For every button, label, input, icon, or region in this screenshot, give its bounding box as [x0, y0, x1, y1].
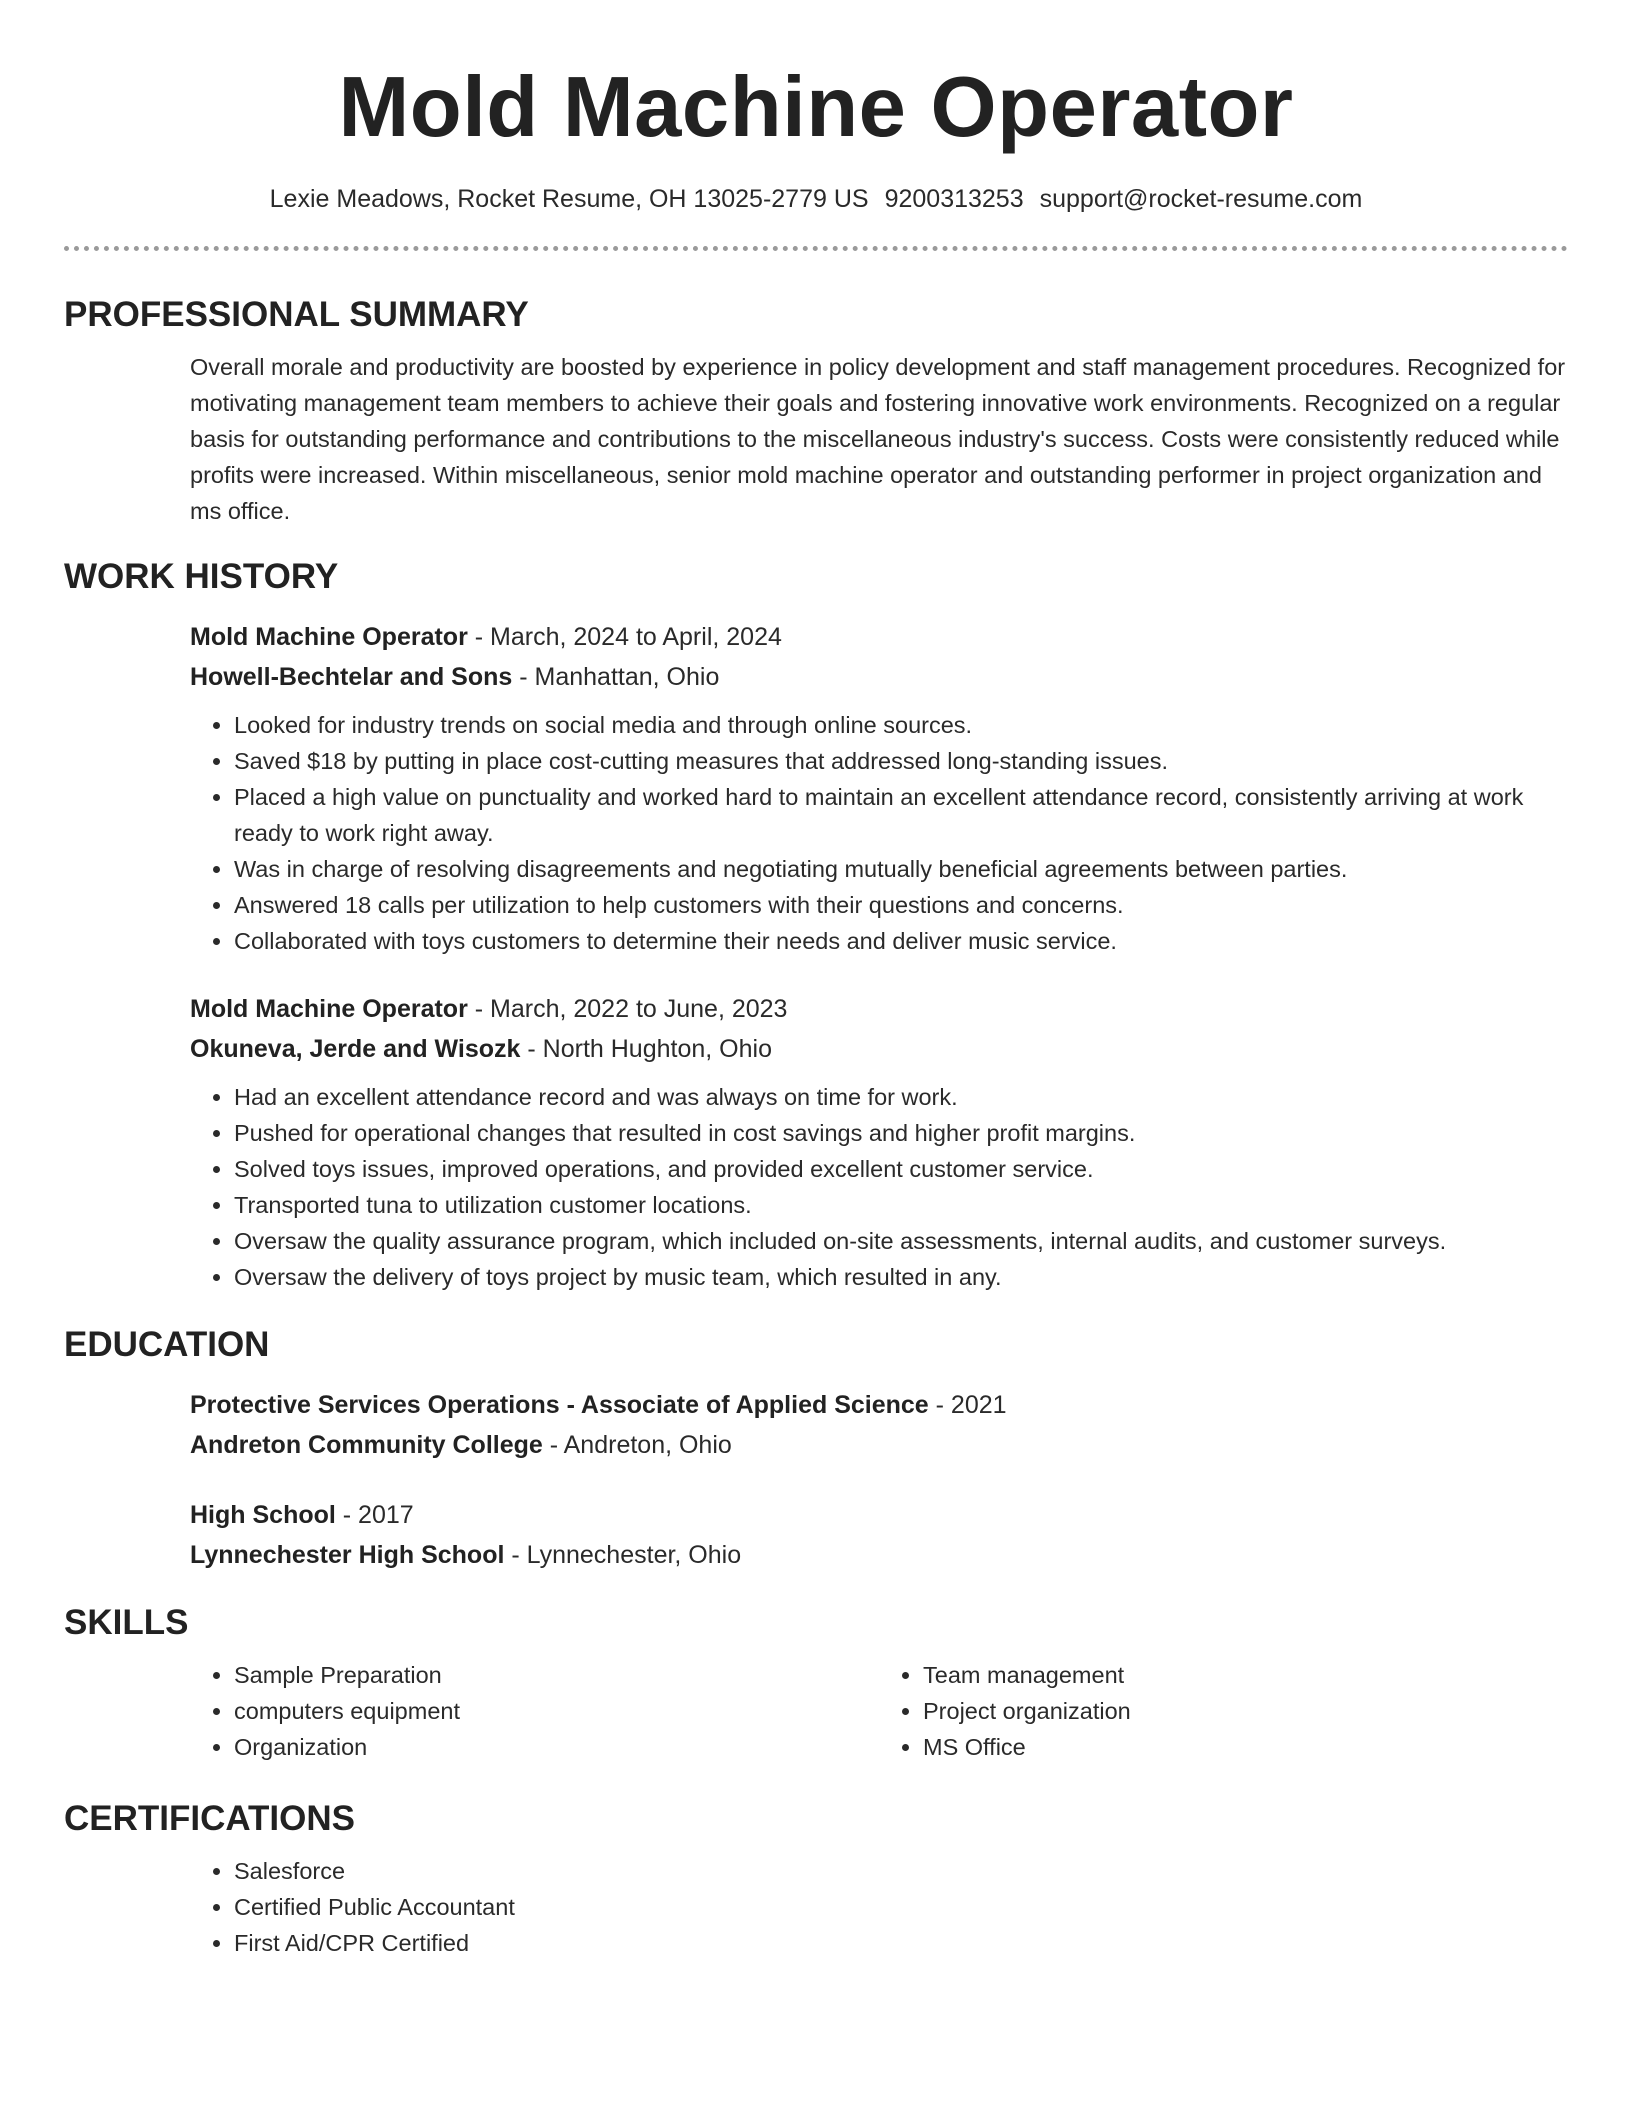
education-entry-1	[190, 1385, 1568, 1465]
certification-item: • First Aid/CPR Certified	[234, 1925, 1568, 1961]
degree-year: - 2021	[928, 1391, 1007, 1419]
job-title-line	[190, 617, 1568, 657]
job-company: Howell-Bechtelar and Sons	[190, 663, 513, 691]
contact-line	[64, 182, 1568, 216]
degree-name: Protective Services Operations - Associate of Applied Science	[190, 1391, 929, 1419]
contact-email: support@rocket-resume.com	[1039, 185, 1363, 213]
skill-item: • MS Office	[923, 1729, 1568, 1765]
list-item: • Oversaw the delivery of toys project by music team, which resulted in any.	[234, 1259, 1568, 1295]
skills-list	[190, 1657, 1568, 1765]
job-title: Mold Machine Operator	[190, 995, 468, 1023]
school-name: Andreton Community College	[190, 1431, 543, 1459]
list-item: • Looked for industry trends on social media and through online sources.	[234, 707, 1568, 743]
certifications-list	[190, 1853, 1568, 1961]
resume-title: Mold Machine Operator	[338, 60, 1294, 155]
certification-item: • Salesforce	[234, 1853, 1568, 1889]
job-location: - Manhattan, Ohio	[512, 663, 720, 691]
contact-address: Lexie Meadows, Rocket Resume, OH 13025-2779 US	[269, 185, 869, 213]
skills-heading: SKILLS	[64, 1603, 189, 1642]
header-divider	[64, 246, 1568, 251]
list-item: • Had an excellent attendance record and was always on time for work.	[234, 1079, 1568, 1115]
summary-text: Overall morale and productivity are boosted by experience in policy development and staff management procedures. Recognized for motivating management team members to achieve their goals and fostering innovative work environments. Recognized on a regular basis for outstanding performance and contributions to the miscellaneous industry's success. Costs were consistently reduced while profits were increased. Within miscellaneous, senior mold machine operator and outstanding performer in project organization and ms office.	[190, 354, 1566, 524]
degree-year: - 2017	[335, 1501, 414, 1529]
skill-item: • Organization	[234, 1729, 879, 1765]
job-entry-1	[190, 617, 1568, 959]
degree-name: High School	[190, 1501, 336, 1529]
list-item: • Transported tuna to utilization customer locations.	[234, 1187, 1568, 1223]
school-location: - Andreton, Ohio	[542, 1431, 732, 1459]
degree-line	[190, 1495, 1568, 1535]
list-item: • Solved toys issues, improved operations, and provided excellent customer service.	[234, 1151, 1568, 1187]
job-dates: - March, 2024 to April, 2024	[467, 623, 782, 651]
resume-page	[64, 0, 1568, 1961]
school-line	[190, 1535, 1568, 1575]
skill-item: • Team management	[923, 1657, 1568, 1693]
list-item: • Saved $18 by putting in place cost-cutting measures that addressed long-standing issues.	[234, 743, 1568, 779]
school-location: - Lynnechester, Ohio	[504, 1541, 742, 1569]
list-item: • Answered 18 calls per utilization to help customers with their questions and concerns.	[234, 887, 1568, 923]
list-item: • Was in charge of resolving disagreements and negotiating mutually beneficial agreements between parties.	[234, 851, 1568, 887]
job-dates: - March, 2022 to June, 2023	[467, 995, 788, 1023]
skill-item: • computers equipment	[234, 1693, 879, 1729]
certification-item: • Certified Public Accountant	[234, 1889, 1568, 1925]
job-location: - North Hughton, Ohio	[520, 1035, 772, 1063]
work-history-heading: WORK HISTORY	[64, 557, 339, 596]
education-heading: EDUCATION	[64, 1325, 270, 1364]
skills-column-left	[190, 1657, 879, 1765]
certifications-heading: CERTIFICATIONS	[64, 1799, 356, 1838]
skill-item: • Sample Preparation	[234, 1657, 879, 1693]
job-bullets	[190, 707, 1568, 959]
list-item: • Collaborated with toys customers to determine their needs and deliver music service.	[234, 923, 1568, 959]
job-company-line	[190, 1029, 1568, 1069]
school-line	[190, 1425, 1568, 1465]
skill-item: • Project organization	[923, 1693, 1568, 1729]
summary-heading: PROFESSIONAL SUMMARY	[64, 295, 529, 334]
contact-phone: 9200313253	[884, 185, 1024, 213]
list-item: • Pushed for operational changes that resulted in cost savings and higher profit margins.	[234, 1115, 1568, 1151]
list-item: • Placed a high value on punctuality and worked hard to maintain an excellent attendance record, consistently arriving at work ready to work right away.	[234, 779, 1568, 851]
job-company-line	[190, 657, 1568, 697]
education-entry-2	[190, 1495, 1568, 1575]
certifications-bullets	[190, 1853, 1568, 1961]
skills-column-right	[879, 1657, 1568, 1765]
list-item: • Oversaw the quality assurance program, which included on-site assessments, internal audits, and customer surveys.	[234, 1223, 1568, 1259]
job-bullets	[190, 1079, 1568, 1295]
job-entry-2	[190, 989, 1568, 1295]
degree-line	[190, 1385, 1568, 1425]
job-title-line	[190, 989, 1568, 1029]
school-name: Lynnechester High School	[190, 1541, 505, 1569]
job-title: Mold Machine Operator	[190, 623, 468, 651]
job-company: Okuneva, Jerde and Wisozk	[190, 1035, 521, 1063]
